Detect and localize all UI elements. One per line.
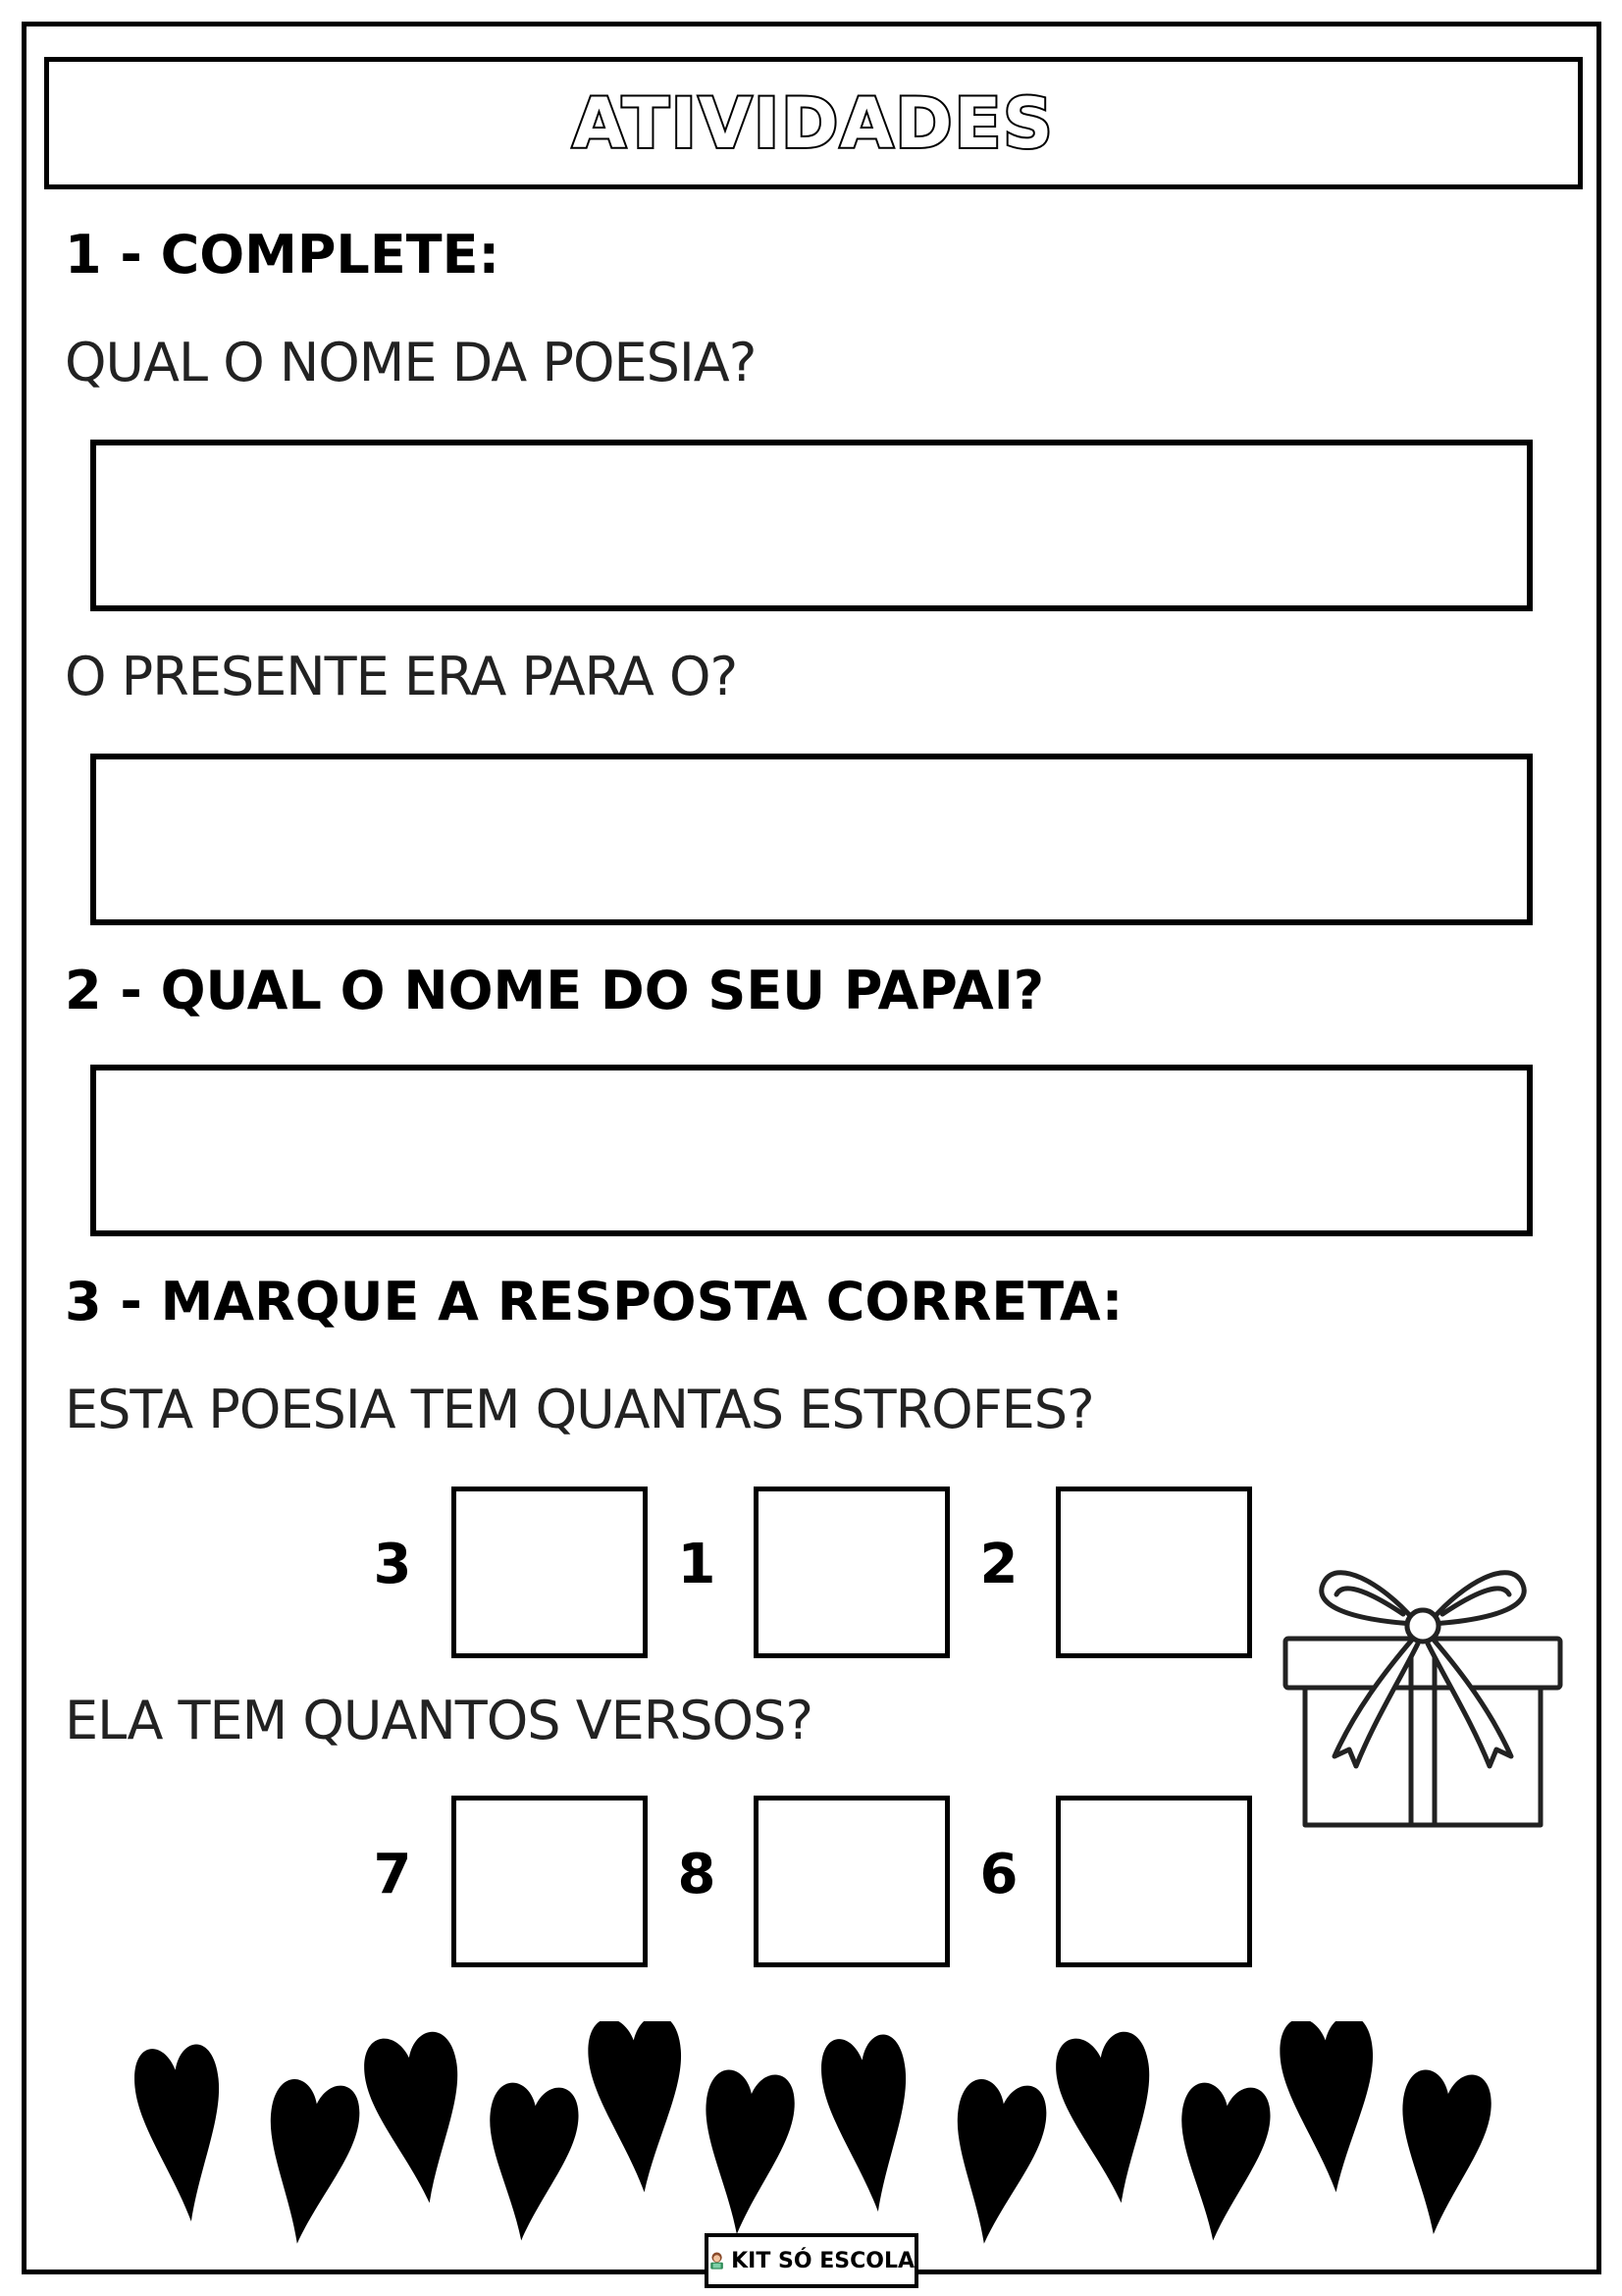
heart-icon [253,2076,363,2250]
question-gift-recipient: O PRESENTE ERA PARA O? [65,646,738,707]
checkbox-verses-8[interactable] [754,1796,950,1967]
heart-icon [477,2081,581,2246]
answer-box-father-name[interactable] [90,1065,1533,1236]
question-stanzas: ESTA POESIA TEM QUANTAS ESTROFES? [65,1379,1094,1440]
checkbox-verses-7[interactable] [451,1796,648,1967]
checkbox-verses-6[interactable] [1056,1796,1252,1967]
student-reading-icon [708,2244,725,2277]
option-label: 1 [677,1533,716,1596]
section-1-heading: 1 - COMPLETE: [65,224,500,286]
footer-brand-text: KIT SÓ ESCOLA [731,2248,915,2273]
option-label: 2 [979,1533,1019,1596]
heart-icon [360,2029,476,2210]
heart-icon [693,2067,798,2238]
hearts-decoration [0,2021,1622,2257]
checkbox-stanzas-1[interactable] [754,1487,950,1658]
option-label: 8 [677,1843,716,1906]
heart-icon [940,2076,1050,2250]
answer-box-poem-name[interactable] [90,440,1533,611]
heart-icon [586,2021,691,2196]
heart-icon [131,2042,234,2225]
answer-box-gift-recipient[interactable] [90,754,1533,925]
checkbox-stanzas-2[interactable] [1056,1487,1252,1658]
heart-icon [1169,2081,1273,2246]
question-verses: ELA TEM QUANTOS VERSOS? [65,1690,813,1751]
page-title: ATIVIDADES [572,82,1055,164]
heart-icon [1278,2021,1383,2196]
gift-box-icon [1276,1545,1570,1830]
heart-icon [1389,2067,1494,2238]
section-3-heading: 3 - MARQUE A RESPOSTA CORRETA: [65,1271,1124,1332]
title-banner [44,57,1583,189]
footer-brand-badge [705,2233,918,2288]
section-2-heading: 2 - QUAL O NOME DO SEU PAPAI? [65,960,1045,1021]
heart-icon [818,2032,920,2216]
option-label: 3 [373,1533,412,1596]
heart-icon [1052,2029,1168,2210]
checkbox-stanzas-3[interactable] [451,1487,648,1658]
option-label: 7 [373,1843,412,1906]
question-poem-name: QUAL O NOME DA POESIA? [65,332,757,393]
option-label: 6 [979,1843,1019,1906]
